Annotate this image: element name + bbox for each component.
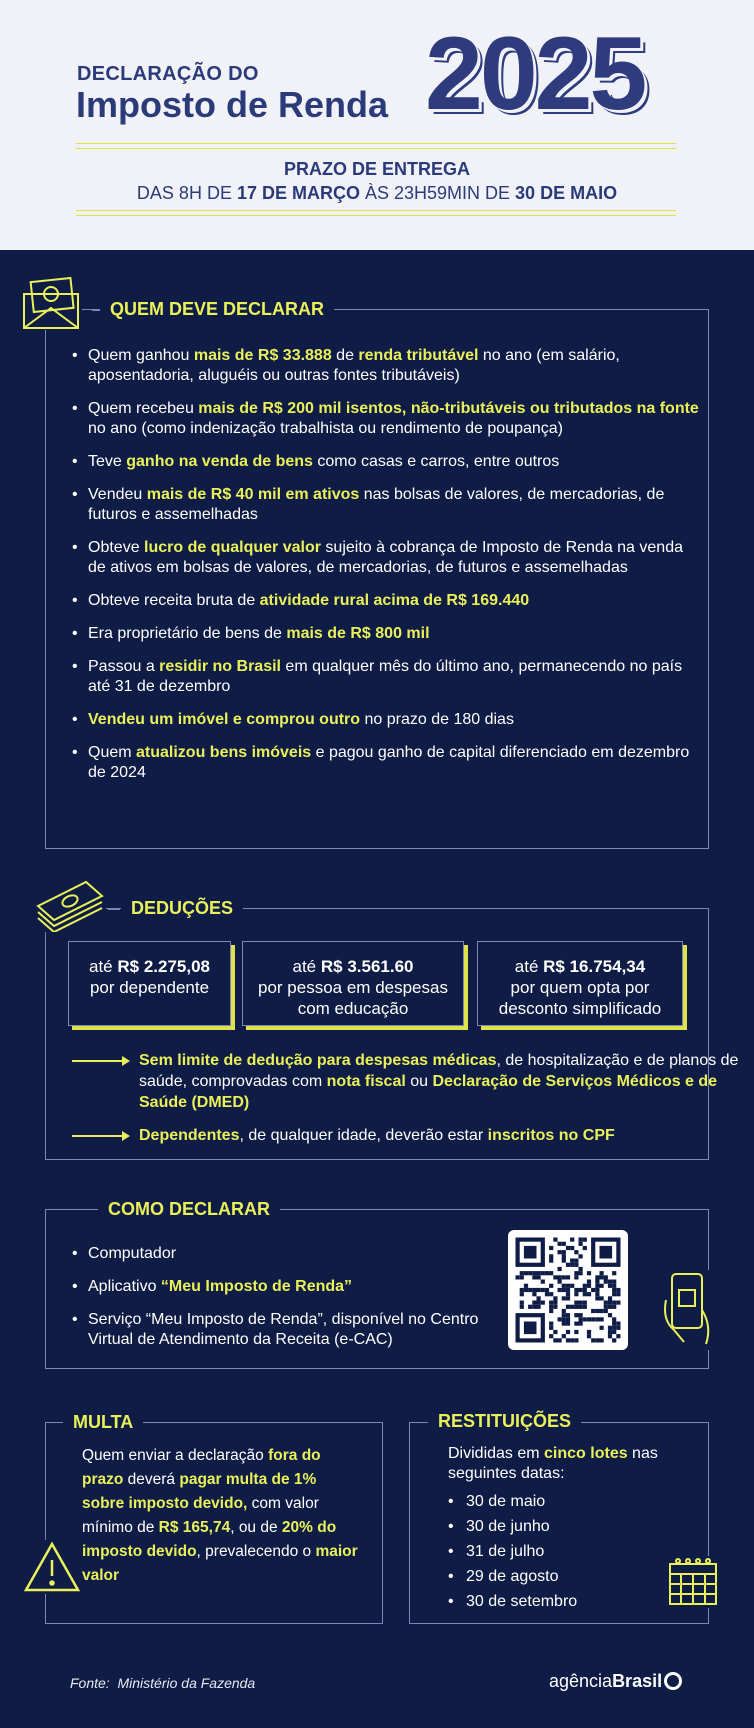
divider: [76, 148, 676, 149]
quem-list-item: • Quem atualizou bens imóveis e pagou ganho de capital diferenciado em dezembro de 2024: [72, 743, 702, 783]
deducao-card-dependente: até R$ 2.275,08 por dependente: [68, 941, 231, 1026]
warning-icon: [22, 1540, 82, 1594]
restituicoes-intro: Divididas em cinco lotes nas seguintes datas:: [448, 1445, 658, 1482]
envelope-money-icon: [22, 274, 82, 330]
header-subtitle: DECLARAÇÃO DO: [77, 63, 259, 85]
arrow-icon: [72, 1135, 128, 1137]
header-year: 2025: [425, 16, 645, 132]
quem-list-item: • Vendeu mais de R$ 40 mil em ativos nas bolsas de valores, de mercadorias, de futuros e assemelhadas: [72, 485, 702, 525]
quem-list-item: • Passou a residir no Brasil em qualquer mês do último ano, permanecendo no país até 31 de dezembro: [72, 657, 702, 697]
restituicoes-title: RESTITUIÇÕES: [428, 1411, 581, 1432]
divider: [76, 215, 676, 216]
calendar-icon: [664, 1556, 724, 1608]
quem-title: QUEM DEVE DECLARAR: [100, 299, 334, 320]
agencia-brasil-logo: agênciaBrasil: [549, 1671, 682, 1692]
qr-code-icon[interactable]: [508, 1230, 628, 1350]
quem-list-item: • Obteve lucro de qualquer valor sujeito à cobrança de Imposto de Renda na venda de ativos em bolsas de valores, de mercadorias, de futuros e assemelhadas: [72, 538, 702, 578]
restituicao-date: • 30 de junho: [448, 1514, 577, 1539]
quem-list-item: • Era proprietário de bens de mais de R$ 800 mil: [72, 624, 702, 644]
restituicao-date: • 30 de setembro: [448, 1589, 577, 1614]
cash-stack-icon: [34, 876, 106, 932]
header: [0, 0, 754, 250]
divider: [76, 143, 676, 144]
quem-list-item: • Vendeu um imóvel e comprou outro no prazo de 180 dias: [72, 710, 702, 730]
como-list-item: • Computador: [72, 1244, 492, 1264]
prazo-datas: DAS 8H DE 17 DE MARÇO ÀS 23H59MIN DE 30 DE MAIO: [136, 183, 618, 203]
restituicao-date: • 30 de maio: [448, 1489, 577, 1514]
quem-list-item: • Quem ganhou mais de R$ 33.888 de renda tributável no ano (em salário, aposentadoria, aluguéis ou outras fontes tributáveis): [72, 346, 702, 386]
deducao-card-simplificado: até R$ 16.754,34 por quem opta por desconto simplificado: [477, 941, 683, 1026]
arrow-icon: [72, 1060, 128, 1062]
restituicao-date: • 29 de agosto: [448, 1564, 577, 1589]
prazo-label: PRAZO DE ENTREGA: [283, 159, 470, 179]
restituicao-date: • 31 de julho: [448, 1539, 577, 1564]
deducao-card-educacao: até R$ 3.561.60 por pessoa em despesas com educação: [242, 941, 464, 1026]
header-title: Imposto de Renda: [76, 84, 389, 125]
como-title: COMO DECLARAR: [98, 1199, 280, 1220]
como-list-item: • Aplicativo “Meu Imposto de Renda”: [72, 1277, 492, 1297]
como-list: [72, 1244, 492, 1363]
divider: [76, 210, 676, 211]
deducoes-title: DEDUÇÕES: [121, 898, 243, 919]
restituicoes-dates: [448, 1489, 577, 1614]
multa-text: Quem enviar a declaração fora do prazo deverá pagar multa de 1% sobre imposto devido, com valor mínimo de R$ 165,74, ou de 20% do imposto devido, prevalecendo o maior valor: [82, 1447, 358, 1584]
quem-list-item: • Quem recebeu mais de R$ 200 mil isentos, não-tributáveis ou tributados na fonte no ano (como indenização trabalhista ou rendimento de poupança): [72, 399, 702, 439]
quem-list-item: • Obteve receita bruta de atividade rural acima de R$ 169.440: [72, 591, 702, 611]
quem-list: [72, 346, 702, 796]
fonte: Fonte: Ministério da Fazenda: [70, 1675, 256, 1691]
phone-qr-icon: [660, 1270, 720, 1350]
quem-list-item: • Teve ganho na venda de bens como casas e carros, entre outros: [72, 452, 702, 472]
como-list-item: • Serviço “Meu Imposto de Renda”, disponível no Centro Virtual de Atendimento da Receita (e-CAC): [72, 1310, 492, 1350]
multa-title: MULTA: [63, 1412, 143, 1433]
title-dash: [108, 908, 120, 910]
